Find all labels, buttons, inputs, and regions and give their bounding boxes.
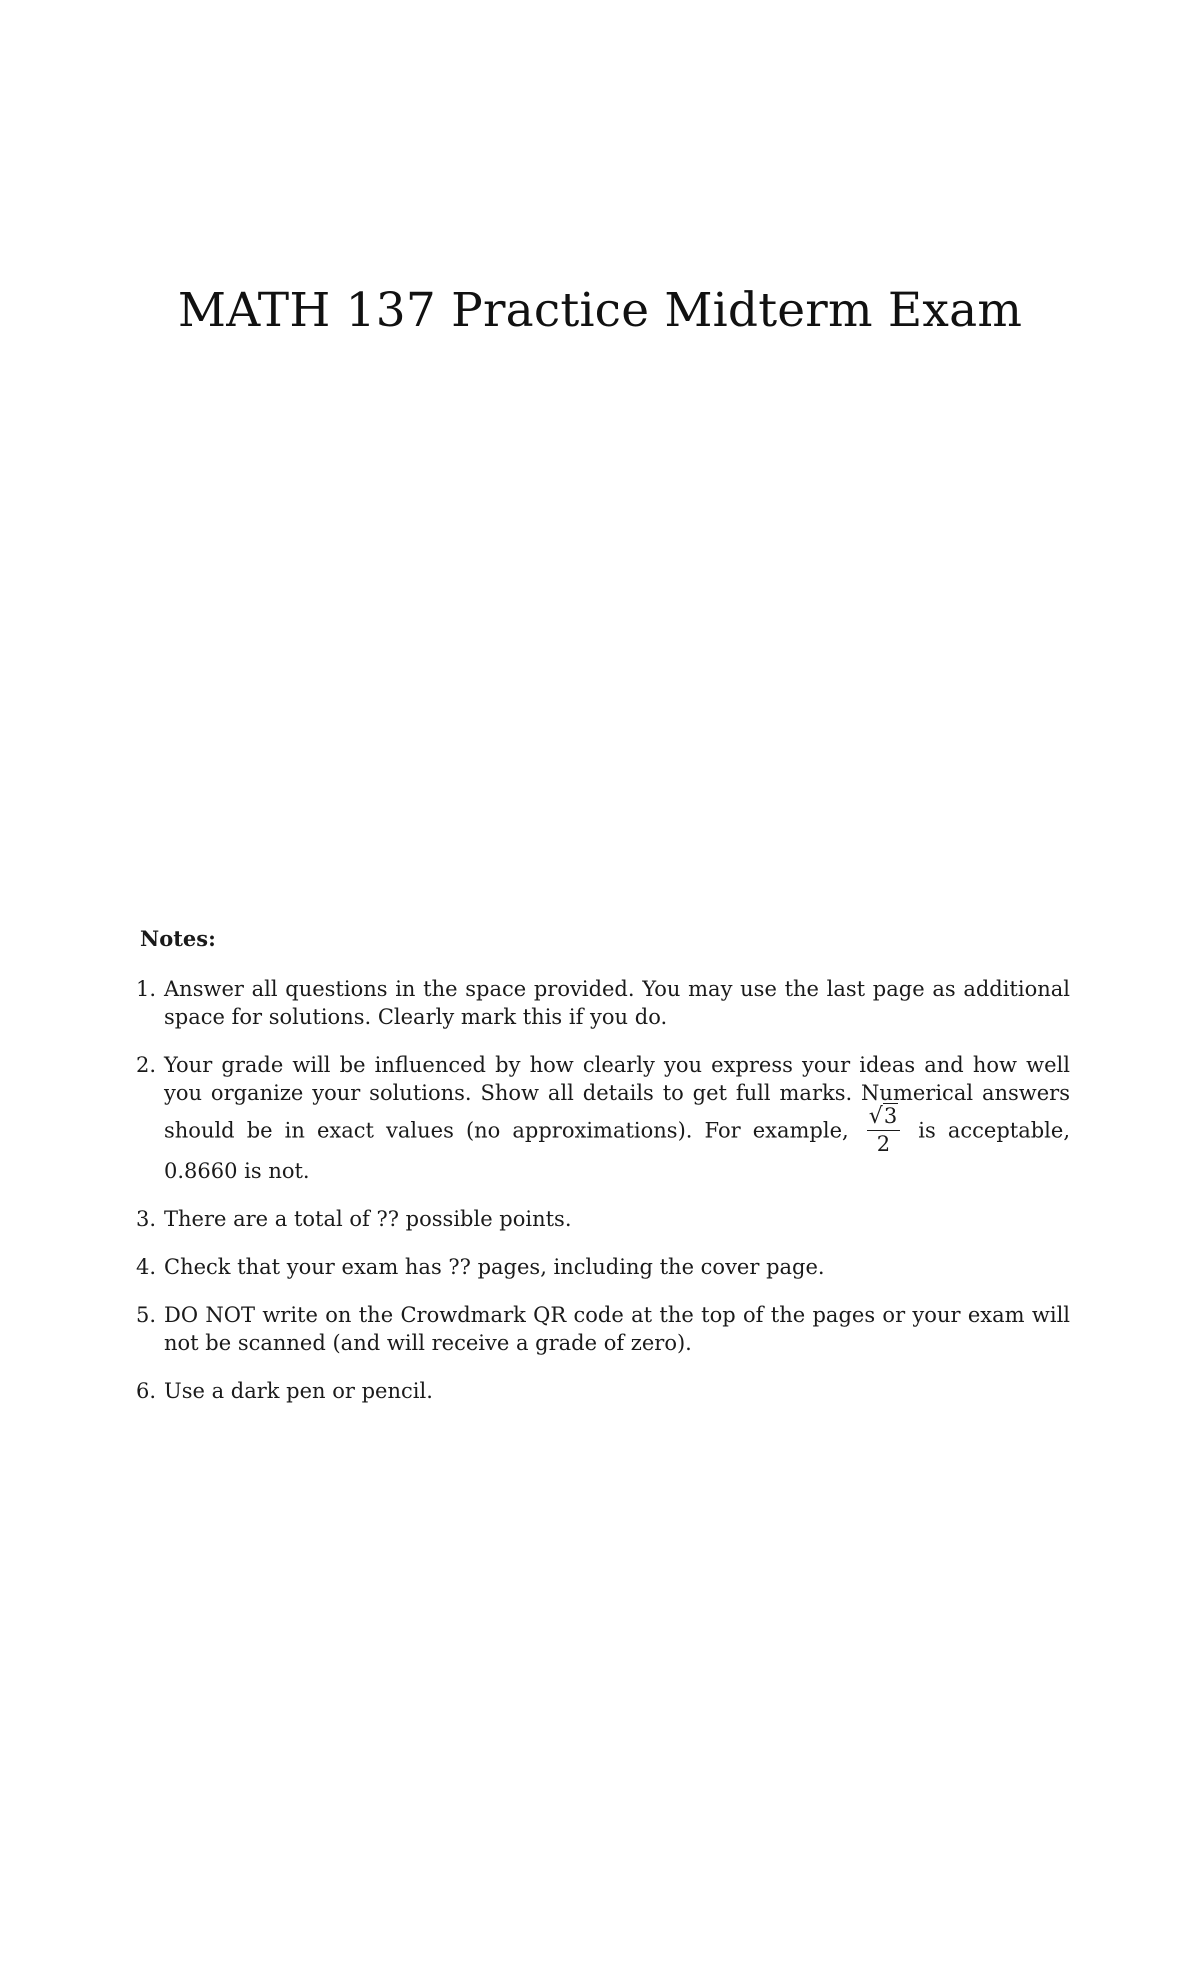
note-text-after: is acceptable, 0.8660 is not. [164, 1118, 1070, 1183]
fraction-numerator [867, 1105, 900, 1131]
note-text: Use a dark pen or pencil. [164, 1379, 433, 1403]
note-text: DO NOT write on the Crowdmark QR code at the top of the pages or your exam will not be scanned (and will receive a grade of zero). [164, 1303, 1070, 1355]
note-number: 3. [136, 1207, 157, 1231]
note-text: Check that your exam has ?? pages, including the cover page. [164, 1255, 825, 1279]
fraction-denominator: 2 [876, 1132, 891, 1156]
note-item-6 [136, 1377, 1070, 1405]
note-text: Your grade will be influenced by how clearly you express your ideas and how well you organize your solutions. Show all details to get full marks. Numerical answers should be in exact values (no approximations). For example, [164, 1053, 1070, 1143]
note-text: There are a total of ?? possible points. [164, 1207, 572, 1231]
note-number: 2. [136, 1053, 157, 1077]
note-number: 5. [136, 1303, 157, 1327]
fraction-sqrt3-over-2 [867, 1105, 900, 1155]
note-item-1 [136, 975, 1070, 1031]
note-text: Answer all questions in the space provided. You may use the last page as additional space for solutions. Clearly mark this if you do. [164, 977, 1070, 1029]
note-number: 4. [136, 1255, 157, 1279]
note-item-2 [136, 1051, 1070, 1185]
notes-list [136, 975, 1070, 1405]
exam-title: MATH 137 Practice Midterm Exam [177, 283, 1023, 338]
radicand: 3 [883, 1104, 898, 1128]
notes-heading: Notes: [140, 926, 216, 951]
note-number: 1. [136, 977, 157, 1001]
note-item-3 [136, 1205, 1070, 1233]
note-item-4 [136, 1253, 1070, 1281]
notes-section [136, 925, 1070, 1425]
note-number: 6. [136, 1379, 157, 1403]
note-item-5 [136, 1301, 1070, 1357]
sqrt-symbol: √ [868, 1104, 883, 1129]
